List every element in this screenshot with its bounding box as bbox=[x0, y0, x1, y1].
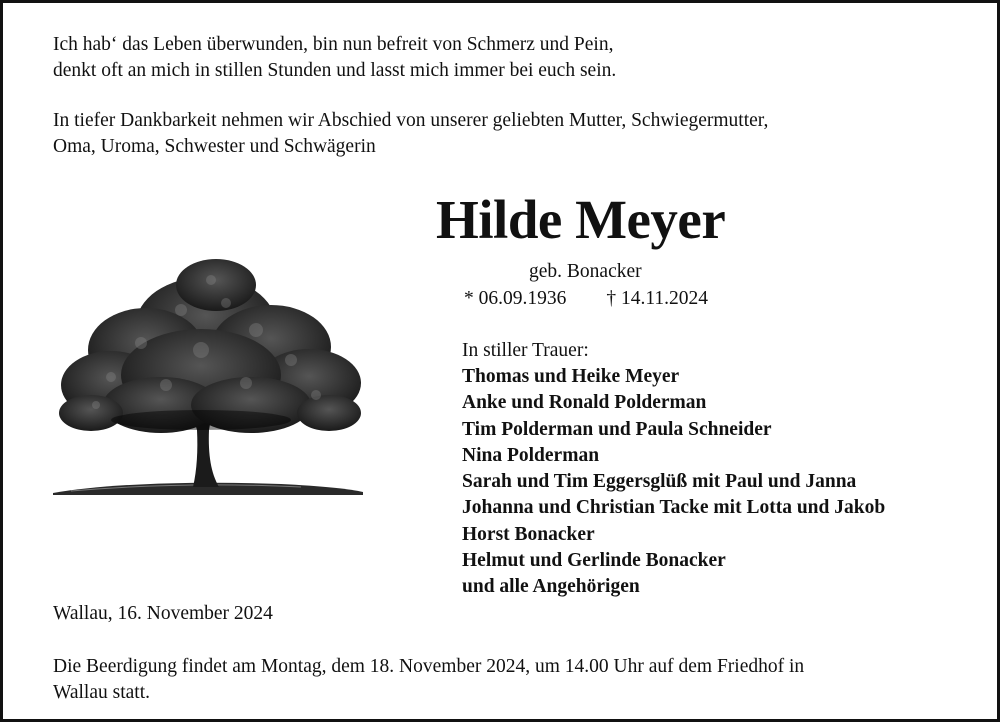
intro-line-1: In tiefer Dankbarkeit nehmen wir Abschied von unserer geliebten Mutter, Schwiegermutter, bbox=[53, 110, 769, 131]
mourner-item: und alle Angehörigen bbox=[462, 576, 640, 598]
tree-icon bbox=[51, 255, 365, 499]
place-date: Wallau, 16. November 2024 bbox=[53, 603, 273, 624]
life-dates bbox=[464, 286, 708, 312]
funeral-info bbox=[53, 654, 953, 706]
intro-line-2: Oma, Uroma, Schwester und Schwägerin bbox=[53, 136, 376, 157]
maiden-name: geb. Bonacker bbox=[529, 261, 642, 282]
intro-text bbox=[53, 108, 768, 160]
poem-line-2: denkt oft an mich in stillen Stunden und lasst mich immer bei euch sein. bbox=[53, 60, 617, 81]
poem-line-1: Ich hab‘ das Leben überwunden, bin nun befreit von Schmerz und Pein, bbox=[53, 34, 614, 55]
mourner-item: Nina Polderman bbox=[462, 444, 600, 466]
birth-date: * 06.09.1936 bbox=[464, 288, 567, 309]
mourner-item: Sarah und Tim Eggersglüß mit Paul und Janna bbox=[462, 471, 857, 493]
mourner-item: Horst Bonacker bbox=[462, 523, 595, 545]
mourner-item: Thomas und Heike Meyer bbox=[462, 366, 680, 387]
mourning-heading: In stiller Trauer: bbox=[462, 340, 589, 361]
mourner-item: Johanna und Christian Tacke mit Lotta und Jakob bbox=[462, 497, 886, 519]
funeral-line-2: Wallau statt. bbox=[53, 682, 150, 703]
mourners-list bbox=[462, 364, 885, 601]
funeral-line-1: Die Beerdigung findet am Montag, dem 18. November 2024, um 14.00 Uhr auf dem Friedhof in bbox=[53, 656, 805, 677]
poem bbox=[53, 32, 616, 84]
death-date: † 14.11.2024 bbox=[606, 288, 709, 309]
mourner-item: Tim Polderman und Paula Schneider bbox=[462, 418, 772, 440]
mourner-item: Helmut und Gerlinde Bonacker bbox=[462, 550, 726, 572]
deceased-name: Hilde Meyer bbox=[436, 189, 726, 250]
mourner-item: Anke und Ronald Polderman bbox=[462, 392, 707, 414]
